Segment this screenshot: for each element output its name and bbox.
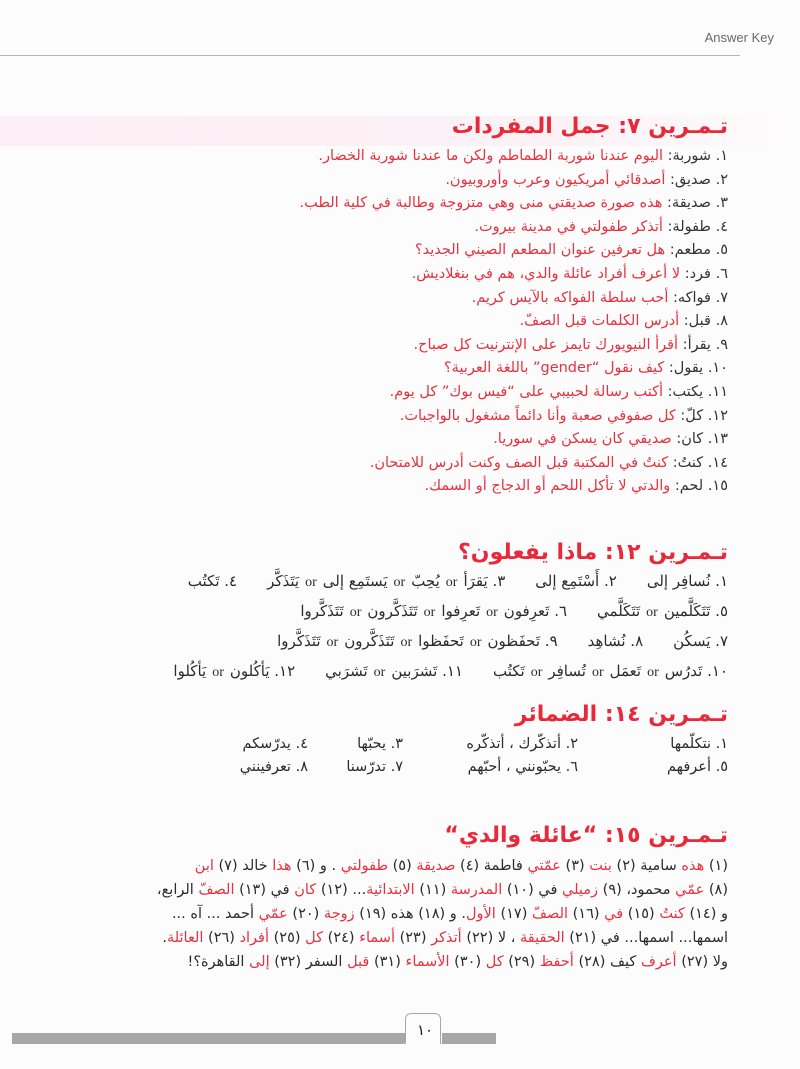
answer-text: تَشرَبي <box>325 662 368 680</box>
answer-text: ٣. يَقرَأ <box>463 572 506 590</box>
answer-text: ٤. تَكتُب <box>187 572 238 590</box>
or-connector: or <box>212 665 224 680</box>
item-answer: أتذكر طفولتي في مدينة بيروت. <box>474 218 663 235</box>
item-label: ١. شوربة: <box>663 148 728 164</box>
exercise-15-paragraph <box>68 854 728 974</box>
paragraph-line <box>68 926 728 950</box>
answer-text: تَتَذَكَّرون <box>367 602 418 620</box>
list-item <box>299 287 728 311</box>
answer-text: يَأكُلوا <box>173 662 207 680</box>
filled-word: قبل <box>347 954 370 970</box>
answer-text: تَتَذَكَّرون <box>344 632 395 650</box>
footer-bar-right <box>442 1033 496 1044</box>
list-item <box>299 357 728 381</box>
answer-text: يَستَمِع إلى <box>322 572 388 590</box>
exercise-15 <box>68 823 728 974</box>
item-answer: أصدقائي أمريكيون وعرب وأوروبيون. <box>445 171 666 188</box>
paragraph-line <box>68 878 728 902</box>
item-answer: هل تعرفين عنوان المطعم الصيني الجديد؟ <box>414 242 666 259</box>
text-segment: (١٧) <box>495 906 532 922</box>
exercise-14 <box>208 702 728 779</box>
text-segment: محمود، (٩) <box>598 882 676 898</box>
item-answer: كيف نقول “gender” باللغة العربية؟ <box>443 360 665 377</box>
filled-word: عمّي <box>258 906 288 922</box>
text-segment: في (١٠) <box>502 882 562 898</box>
filled-word: أحفظ <box>539 954 574 970</box>
item-answer: أكتب رسالة لحبيبي على “فيس بوك” كل يوم. <box>389 383 664 400</box>
answer-text: ١. نُسافِر إلى <box>646 572 728 590</box>
item-label: ٦. فرد: <box>680 265 728 282</box>
grid-item: ٣. يحبّها <box>357 736 403 752</box>
exercise-12-list <box>173 567 728 687</box>
text-segment: . <box>162 930 167 946</box>
text-segment: أحمد ... آه ... <box>171 906 259 922</box>
item-answer: أدرس الكلمات قبل الصفّ. <box>519 313 680 330</box>
answer-text: تَتَذَكَّروا <box>277 632 321 650</box>
paragraph-line <box>68 854 728 878</box>
filled-word: هذه <box>681 858 705 874</box>
or-connector: or <box>647 665 659 680</box>
filled-word: طفولتي <box>340 858 388 874</box>
list-item <box>299 263 728 287</box>
filled-word: زوجة <box>323 906 355 922</box>
item-answer: والدتي لا تأكل اللحم أو الدجاج أو السمك. <box>424 478 671 495</box>
list-item <box>299 145 728 169</box>
filled-word: كنتُ <box>659 906 685 922</box>
item-label: ١٥. لحم: <box>670 478 728 495</box>
filled-word: صديقة <box>416 858 456 874</box>
answer-text: ٧. يَسكُن <box>673 632 728 650</box>
text-segment: الرابع، <box>156 882 199 898</box>
filled-word: عمّتي <box>527 858 561 874</box>
list-item <box>299 452 728 476</box>
item-label: ٥. مطعم: <box>665 242 728 259</box>
or-connector: or <box>646 605 658 620</box>
item-label: ١٣. كان: <box>671 431 728 448</box>
text-segment: ولا (٢٧) <box>676 954 728 970</box>
answer-text: ٥. تَتَكَلَّمين <box>663 602 728 620</box>
exercise-12 <box>173 540 728 687</box>
or-connector: or <box>469 635 482 650</box>
paragraph-line <box>68 950 728 974</box>
answer-text: تَكتُب <box>492 662 525 680</box>
exercise-7 <box>299 114 728 499</box>
item-answer: أقرأ النيويورك تايمز على الإنترنيت كل صباح. <box>413 336 679 353</box>
grid-item: ٥. أعرفهم <box>667 759 728 775</box>
item-answer: صديقي كان يسكن في سوريا. <box>493 431 672 448</box>
or-connector: or <box>400 635 413 650</box>
list-item <box>299 475 728 499</box>
answer-text: ٩. تَحفَظون <box>487 632 558 650</box>
grid-item: ٤. يدرّسكم <box>242 736 308 752</box>
grid-item: ٧. تدرّسنا <box>346 759 403 775</box>
filled-word: المدرسة <box>450 882 503 898</box>
grid-item: ٨. تعرفينني <box>239 759 308 775</box>
grid-item: ٦. يحبّونني ، أحبّهم <box>467 759 578 775</box>
answer-text: تَتَكَلَّمي <box>597 602 641 620</box>
or-connector: or <box>349 605 362 620</box>
answer-text: ٦. تَعرِفون <box>503 602 568 620</box>
item-answer: كنتُ في المكتبة قبل الصف وكنت أدرس للامتحان. <box>369 454 669 471</box>
item-label: ١٢. كلّ: <box>675 407 728 424</box>
text-segment: (٣) <box>560 858 590 874</box>
text-segment: (٢٠) <box>287 906 324 922</box>
item-answer: هذه صورة صديقتي منى وهي متزوجة وطالبة في كلية الطب. <box>299 195 663 212</box>
exercise-12-title: تـمـرين ١٢: ماذا يفعلون؟ <box>458 540 728 565</box>
text-segment: . و (١٨) هذه (١٩) <box>354 906 466 922</box>
text-segment: (١٥) <box>623 906 660 922</box>
or-connector: or <box>591 665 604 680</box>
exercise-7-list <box>299 145 728 499</box>
text-segment: القاهرة؟! <box>187 954 250 970</box>
item-answer: كل صفوفي صعبة وأنا دائماً مشغول بالواجبات. <box>399 407 676 424</box>
text-segment: (١٦) <box>568 906 605 922</box>
answer-row <box>173 597 728 627</box>
answer-text: يَتَذَكَّر <box>267 572 300 590</box>
text-segment: كيف (٢٨) <box>573 954 641 970</box>
text-segment: و (١٤) <box>684 906 728 922</box>
text-segment: فاطمة (٤) <box>455 858 528 874</box>
filled-word: كل <box>305 930 324 946</box>
text-segment: (٨) <box>704 882 728 898</box>
text-segment: سامية (٢) <box>611 858 682 874</box>
text-segment: (٢٤) <box>323 930 360 946</box>
filled-word: أتذكر <box>431 930 462 946</box>
text-segment: اسمها... اسمها... في (٢١) <box>564 930 728 946</box>
grid-item: ٢. أتذكّرك ، أتذكّره <box>466 736 578 752</box>
text-segment: (٢٥) <box>269 930 306 946</box>
filled-word: الحقيقة <box>520 930 565 946</box>
exercise-7-title: تـمـرين ٧: جمل المفردات <box>451 114 728 139</box>
filled-word: أعرف <box>640 954 677 970</box>
filled-word: الأول <box>466 906 496 922</box>
answer-text: تَحفَظوا <box>418 632 464 650</box>
list-item <box>299 381 728 405</box>
item-answer: أحب سلطة الفواكه بالآيس كريم. <box>471 289 669 306</box>
item-label: ٢. صديق: <box>665 171 728 188</box>
text-segment: السفر (٣٢) <box>269 954 348 970</box>
or-connector: or <box>486 605 498 620</box>
filled-word: بنت <box>589 858 612 874</box>
exercise-14-grid <box>208 733 728 779</box>
filled-word: الابتدائية <box>366 882 415 898</box>
text-segment: خالد (٧) <box>213 858 273 874</box>
filled-word: الصفّ <box>198 882 235 898</box>
text-segment: (٥) <box>388 858 417 874</box>
filled-word: زميلي <box>562 882 599 898</box>
filled-word: كل <box>485 954 504 970</box>
or-connector: or <box>326 635 339 650</box>
header-label: Answer Key <box>704 30 774 45</box>
list-item <box>299 192 728 216</box>
item-label: ٨. قبل: <box>679 313 728 330</box>
item-label: ٣. صديقة: <box>662 195 728 212</box>
filled-word: الأسماء <box>405 954 450 970</box>
filled-word: الصفّ <box>531 906 569 922</box>
list-item <box>299 405 728 429</box>
text-segment: (٣٠) <box>449 954 486 970</box>
item-label: ٩. يقرأ: <box>678 336 728 353</box>
answer-row <box>173 567 728 597</box>
answer-text: ١١. تَشرَبين <box>391 662 463 680</box>
text-segment: (٢٩) <box>503 954 540 970</box>
item-answer: اليوم عندنا شوربة الطماطم ولكن ما عندنا شوربة الخضار. <box>318 148 664 164</box>
exercise-14-title: تـمـرين ١٤: الضمائر <box>514 702 728 727</box>
text-segment: في (١٣) <box>234 882 295 898</box>
filled-word: العائلة <box>166 930 204 946</box>
answer-row <box>173 627 728 657</box>
text-segment: (١١) <box>414 882 451 898</box>
item-label: ١٠. يقول: <box>664 360 728 377</box>
list-item <box>299 428 728 452</box>
filled-word: ابن <box>194 858 214 874</box>
header-rule <box>0 55 740 56</box>
or-connector: or <box>445 575 458 590</box>
answer-text: تَعمَل <box>609 662 642 680</box>
exercise-15-title: تـمـرين ١٥: “عائلة والدي“ <box>444 823 728 848</box>
item-label: ٧. فواكه: <box>668 289 728 306</box>
answer-text: تَعرِفوا <box>441 602 481 620</box>
text-segment: (٢٣) <box>394 930 432 946</box>
text-segment: . و (٦) <box>291 858 341 874</box>
answer-text: ٨. نُشاهِد <box>587 632 644 650</box>
answer-text: ١٠. تَدرُس <box>664 662 728 680</box>
item-label: ١١. يكتب: <box>663 383 728 400</box>
text-segment: (٣١) <box>369 954 406 970</box>
or-connector: or <box>423 605 436 620</box>
filled-word: هذا <box>272 858 292 874</box>
list-item <box>299 334 728 358</box>
or-connector: or <box>530 665 543 680</box>
paragraph-line <box>68 902 728 926</box>
filled-word: كان <box>294 882 317 898</box>
filled-word: أفراد <box>239 930 270 946</box>
answer-text: ١٢. يَأكُلون <box>229 662 296 680</box>
answer-row <box>173 657 728 687</box>
list-item <box>299 310 728 334</box>
text-segment: (١) <box>704 858 728 874</box>
answer-text: تَتَذَكَّروا <box>300 602 344 620</box>
filled-word: أسماء <box>359 930 395 946</box>
filled-word: إلى <box>249 954 270 970</box>
answer-text: ٢. أَسْتَمِع إلى <box>535 572 617 590</box>
answer-text: يُحِبّ <box>411 572 440 590</box>
answer-text: تُسافِر <box>548 662 586 680</box>
grid-item: ١. نتكلّمها <box>670 736 728 752</box>
list-item <box>299 216 728 240</box>
text-segment: ، لا (٢٢) <box>461 930 521 946</box>
or-connector: or <box>373 665 386 680</box>
text-segment: ... (١٢) <box>316 882 367 898</box>
item-label: ٤. طفولة: <box>662 218 728 235</box>
list-item <box>299 239 728 263</box>
text-segment: (٢٦) <box>203 930 240 946</box>
or-connector: or <box>393 575 406 590</box>
footer-bar-left <box>12 1033 408 1044</box>
filled-word: في <box>604 906 624 922</box>
item-label: ١٤. كنتُ: <box>668 454 728 471</box>
or-connector: or <box>305 575 317 590</box>
filled-word: عمّي <box>675 882 705 898</box>
page-number: ١٠ <box>416 1021 434 1039</box>
item-answer: لا أعرف أفراد عائلة والدي، هم في بنغلاديش. <box>411 265 681 282</box>
list-item <box>299 169 728 193</box>
